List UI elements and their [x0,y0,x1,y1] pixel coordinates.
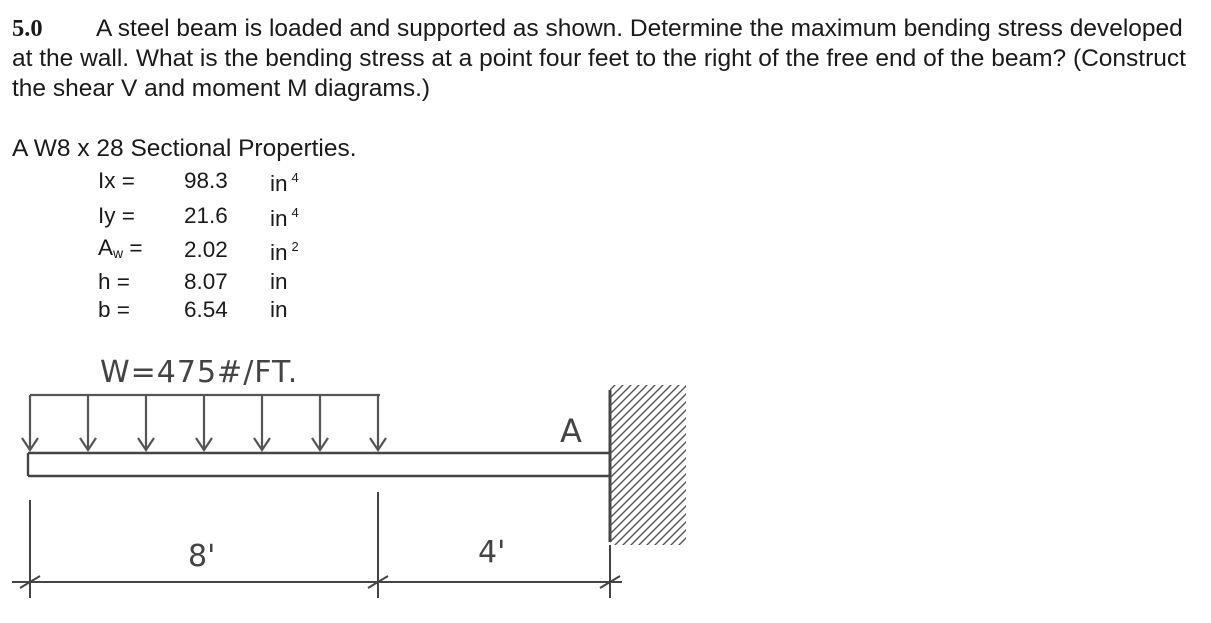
sectional-properties-table [98,164,350,325]
problem-text: A steel beam is loaded and supported as shown. Determine the maximum bending stress developed at the wall. What is the bending stress at a point four feet to the right of the free end of the beam? (Construct the shear V and moment M diagrams.) [12,15,1186,102]
distributed-load-arrow-icon [22,395,386,450]
property-row-iy [98,199,350,234]
distributed-load-label: W=475#/FT. [100,355,299,390]
property-unit: in $^2$ [270,239,299,265]
fixed-wall-hatch-icon [610,330,690,614]
dimension-label-4ft: 4' [478,535,506,570]
property-symbol: Ix = [98,168,135,193]
property-unit: in [270,297,288,322]
beam [28,453,610,476]
property-unit: in $^4$ [270,204,299,231]
property-value: 21.6 [184,202,228,228]
property-row-ix [98,164,350,199]
property-symbol: $A_w$ = [98,234,143,261]
property-unit: in $^4$ [270,170,299,196]
property-symbol: Iy = [98,202,135,228]
property-value: 98.3 [184,168,228,193]
dimension-lines [12,492,622,598]
point-a-label: A [560,412,582,450]
property-value: 8.07 [184,268,228,294]
problem-number: 5.0 [12,15,43,42]
property-symbol: h = [98,268,130,294]
problem-statement [12,14,1202,104]
property-value: 6.54 [184,297,228,322]
property-symbol: b = [98,297,130,322]
properties-heading: A W8 x 28 Sectional Properties. [12,135,357,162]
property-row-aw [98,233,350,268]
property-value: 2.02 [184,237,228,262]
beam-diagram [0,330,720,620]
property-row-b [98,296,350,325]
dimension-label-8ft: 8' [188,539,216,574]
property-row-h [98,268,350,297]
property-unit: in [270,268,288,294]
